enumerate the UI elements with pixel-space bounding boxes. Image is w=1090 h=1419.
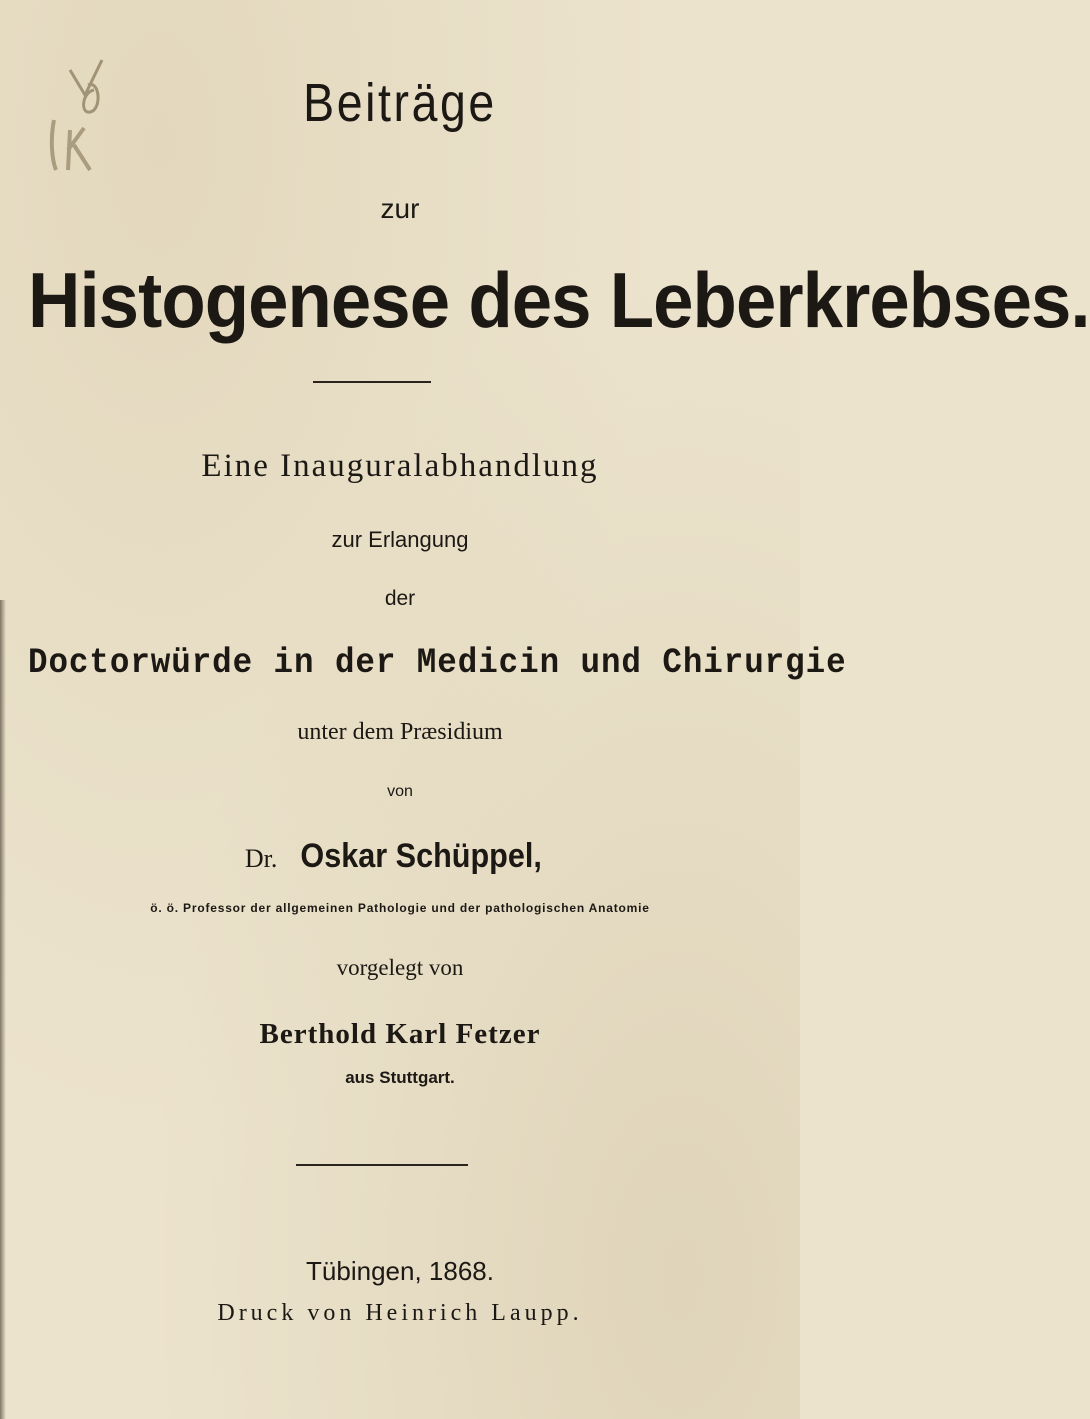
by-text: von bbox=[387, 783, 413, 800]
author-origin: aus Stuttgart. bbox=[345, 1068, 455, 1087]
president-position: ö. ö. Professor der allgemeinen Pathologie und der pathologischen Anatomie bbox=[150, 901, 650, 915]
article-text: der bbox=[384, 587, 416, 610]
divider-rule-top bbox=[313, 381, 431, 383]
supervision-text: unter dem Præsidium bbox=[297, 719, 503, 745]
divider-rule-bottom bbox=[296, 1164, 468, 1166]
president-line bbox=[0, 833, 800, 877]
thesis-type: Eine Inauguralabhandlung bbox=[201, 448, 599, 484]
connector-text: zur bbox=[380, 193, 420, 224]
degree-title: Doctorwürde in der Medicin und Chirurgie bbox=[28, 643, 847, 683]
submitted-by-text: vorgelegt von bbox=[336, 955, 464, 980]
main-title: Histogenese des Leberkrebses. bbox=[28, 256, 1090, 344]
author-name: Berthold Karl Fetzer bbox=[259, 1018, 541, 1050]
president-title: Dr. bbox=[244, 844, 278, 873]
series-title: Beiträge bbox=[303, 73, 497, 133]
purpose-text: zur Erlangung bbox=[331, 527, 469, 552]
president-name: Oskar Schüppel, bbox=[300, 837, 542, 875]
printer-line: Druck von Heinrich Laupp. bbox=[217, 1300, 583, 1326]
place-year: Tübingen, 1868. bbox=[306, 1256, 494, 1286]
